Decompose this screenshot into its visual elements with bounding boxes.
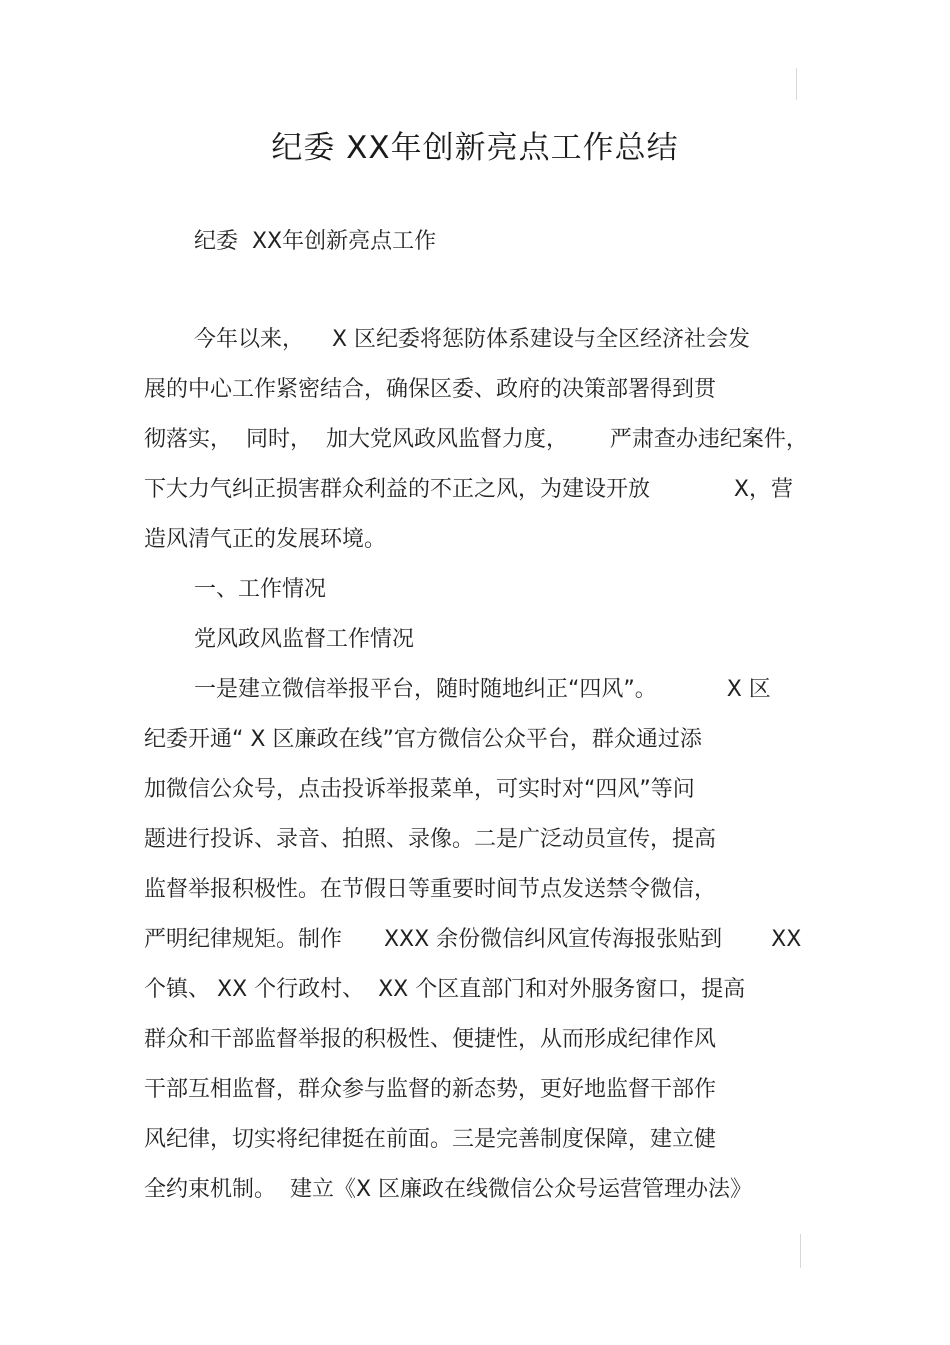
- body-line: 风纪律，切实将纪律挺在前面。三是完善制度保障，建立健: [144, 1127, 717, 1152]
- body-line: 个镇、 XX 个行政村、 XX 个区直部门和对外服务窗口，提高: [144, 977, 746, 1002]
- margin-mark-bottom: [800, 1234, 801, 1268]
- body-line: 群众和干部监督举报的积极性、便捷性，从而形成纪律作风: [144, 1027, 717, 1052]
- body-line: 彻落实， 同时， 加大党风政风监督力度， 严肃查办违纪案件，: [144, 427, 808, 452]
- body-line: 展的中心工作紧密结合，确保区委、政府的决策部署得到贯: [144, 377, 717, 402]
- body-line: 造风清气正的发展环境。: [144, 527, 387, 552]
- body-line: 一是建立微信举报平台，随时随地纠正“四风”。 X 区: [194, 677, 771, 702]
- section-heading: 一、工作情况: [194, 577, 327, 602]
- body-line: 下大力气纠正损害群众利益的不正之风，为建设开放 X，营: [144, 477, 793, 502]
- margin-mark-top: [796, 68, 797, 100]
- body-line: 纪委开通“ X 区廉政在线”官方微信公众平台，群众通过添: [144, 727, 702, 752]
- body-line: 题进行投诉、录音、拍照、录像。二是广泛动员宣传，提高: [144, 827, 717, 852]
- body-line: 全约束机制。 建立《X 区廉政在线微信公众号运营管理办法》: [144, 1177, 753, 1202]
- body-line: 加微信公众号，点击投诉举报菜单，可实时对“四风”等问: [144, 777, 695, 802]
- body-line: 严明纪律规矩。制作 XXX 余份微信纠风宣传海报张贴到 XX: [144, 927, 802, 952]
- subsection-heading: 党风政风监督工作情况: [194, 627, 415, 652]
- document-title: 纪委 XX年创新亮点工作总结: [271, 130, 679, 166]
- body-line: 监督举报积极性。在节假日等重要时间节点发送禁令微信，: [144, 877, 717, 902]
- body-line: 今年以来， X 区纪委将惩防体系建设与全区经济社会发: [194, 327, 751, 352]
- document-subtitle: 纪委 XX年创新亮点工作: [194, 229, 437, 254]
- body-line: 干部互相监督，群众参与监督的新态势，更好地监督干部作: [144, 1077, 717, 1102]
